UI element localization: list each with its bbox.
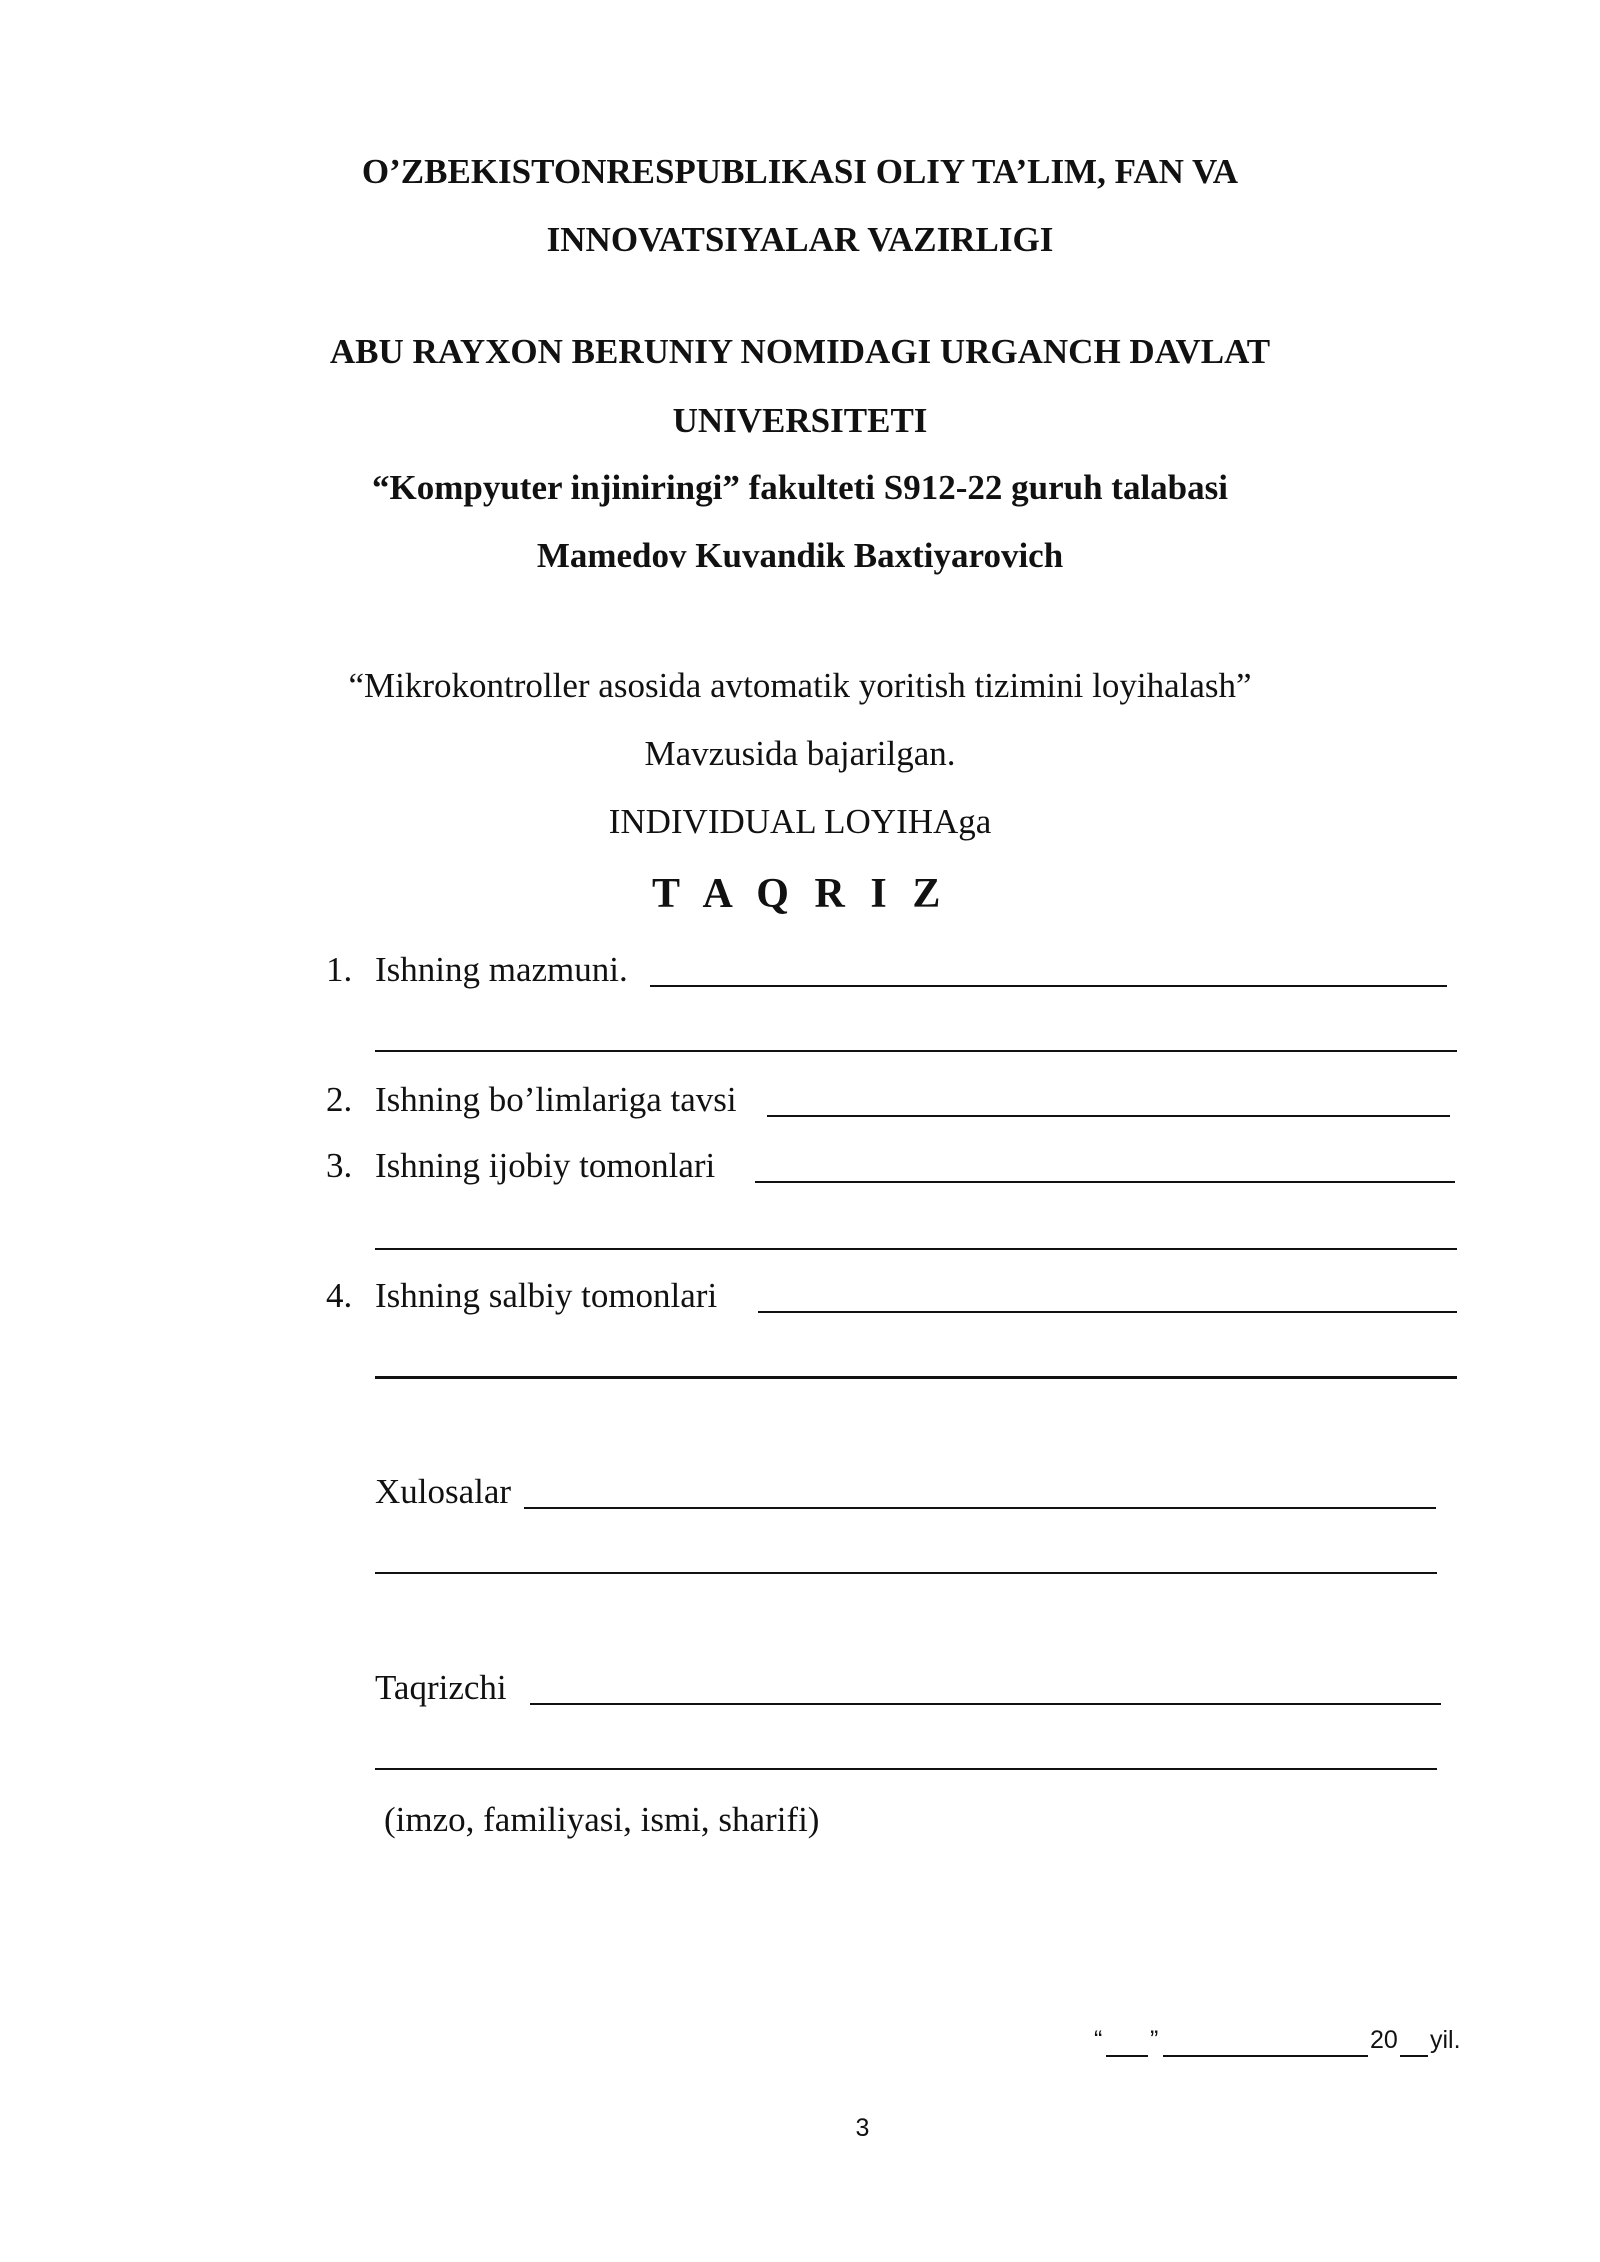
- page-number: 3: [855, 2114, 870, 2142]
- date-open-quote: “: [1094, 2026, 1103, 2054]
- item-4-label: Ishning salbiy tomonlari: [375, 1276, 718, 1315]
- faculty-line: “Kompyuter injiniringi” fakulteti S912-22 guruh talabasi: [372, 468, 1228, 507]
- item-1-number: 1.: [326, 950, 353, 989]
- student-name: Mamedov Kuvandik Baxtiyarovich: [536, 536, 1064, 575]
- ministry-line-1: O’ZBEKISTONRESPUBLIKASI OLIY TA’LIM, FAN VA: [361, 152, 1239, 191]
- topic-title: “Mikrokontroller asosida avtomatik yoritish tizimini loyihalash”: [348, 666, 1252, 705]
- item-3-label: Ishning ijobiy tomonlari: [375, 1146, 716, 1185]
- item-4-answer-line[interactable]: [758, 1311, 1457, 1313]
- conclusions-answer-line[interactable]: [524, 1507, 1436, 1509]
- date-year-suffix: yil.: [1430, 2026, 1461, 2054]
- university-line-2: UNIVERSITETI: [672, 401, 928, 440]
- item-1-answer-line-2[interactable]: [375, 1050, 1457, 1052]
- date-day-blank[interactable]: [1106, 2055, 1148, 2057]
- reviewer-answer-line[interactable]: [530, 1703, 1441, 1705]
- date-close-quote: ”: [1150, 2026, 1159, 2054]
- date-year-blank[interactable]: [1400, 2055, 1428, 2057]
- item-2-answer-line[interactable]: [767, 1115, 1450, 1117]
- item-1-answer-line[interactable]: [650, 985, 1447, 987]
- signature-caption: (imzo, familiyasi, ismi, sharifi): [384, 1800, 820, 1839]
- date-month-blank[interactable]: [1163, 2055, 1368, 2057]
- topic-performed: Mavzusida bajarilgan.: [644, 734, 956, 773]
- item-1-label: Ishning mazmuni.: [375, 950, 628, 989]
- item-2-number: 2.: [326, 1080, 353, 1119]
- date-year-prefix: 20: [1370, 2026, 1398, 2054]
- item-3-answer-line[interactable]: [755, 1181, 1455, 1183]
- item-4-answer-line-2[interactable]: [375, 1376, 1457, 1379]
- review-title: T A Q R I Z: [652, 871, 948, 917]
- item-3-number: 3.: [326, 1146, 353, 1185]
- item-2-label: Ishning bo’limlariga tavsi: [375, 1080, 737, 1119]
- reviewer-label: Taqrizchi: [375, 1668, 507, 1707]
- project-type: INDIVIDUAL LOYIHAga: [608, 802, 992, 841]
- ministry-line-2: INNOVATSIYALAR VAZIRLIGI: [546, 220, 1054, 259]
- item-3-answer-line-2[interactable]: [375, 1248, 1457, 1250]
- conclusions-label: Xulosalar: [375, 1472, 512, 1511]
- reviewer-answer-line-2[interactable]: [375, 1768, 1437, 1770]
- item-4-number: 4.: [326, 1276, 353, 1315]
- conclusions-answer-line-2[interactable]: [375, 1572, 1437, 1574]
- university-line-1: ABU RAYXON BERUNIY NOMIDAGI URGANCH DAVLAT: [329, 332, 1271, 371]
